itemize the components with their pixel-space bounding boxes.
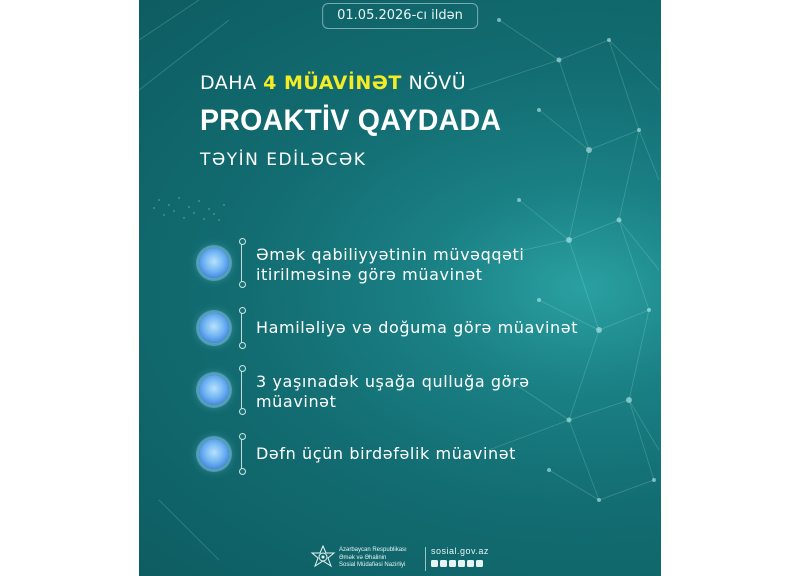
bullet-icon	[199, 313, 229, 343]
youtube-icon[interactable]	[467, 560, 474, 567]
instagram-icon[interactable]	[440, 560, 447, 567]
item-line1: Dəfn üçün birdəfəlik müavinət	[256, 444, 517, 463]
announcement-poster	[139, 0, 661, 576]
org-line3: Sosial Müdafiəsi Nazirliyi	[339, 562, 406, 568]
list-item	[199, 245, 525, 284]
headline-prefix: DAHA	[200, 72, 264, 94]
headline-subtitle: TƏYİN EDİLƏCƏK	[200, 150, 367, 170]
footer-divider	[425, 547, 426, 571]
bracket-line	[241, 242, 252, 284]
item-text	[256, 372, 530, 412]
bullet-icon	[199, 439, 229, 469]
bullet-icon	[199, 375, 229, 405]
bracket-line	[241, 369, 252, 411]
item-line1: Əmək qabiliyyətinin müvəqqəti	[256, 245, 525, 264]
telegram-icon[interactable]	[449, 560, 456, 567]
social-icons	[431, 560, 483, 567]
whatsapp-icon[interactable]	[458, 560, 465, 567]
item-text	[256, 318, 578, 338]
headline-main: PROAKTİV QAYDADA	[200, 104, 502, 137]
item-text	[256, 245, 524, 285]
date-badge: 01.05.2026-cı ildən	[322, 3, 478, 29]
item-text	[256, 444, 516, 464]
linkedin-icon[interactable]	[476, 560, 483, 567]
org-line2: Əmək və Əhalinin	[339, 554, 387, 561]
headline	[200, 72, 517, 170]
item-line2: itirilməsinə görə müavinət	[256, 265, 483, 284]
item-line1: Hamiləliyə və doğuma görə müavinət	[256, 318, 579, 337]
list-item	[199, 313, 579, 343]
list-item	[199, 372, 530, 411]
headline-highlight: 4 MÜAVİNƏT	[263, 72, 402, 94]
ministry-emblem-icon	[310, 545, 336, 571]
website-link[interactable]: sosial.gov.az	[431, 546, 489, 556]
footer	[139, 545, 661, 575]
facebook-icon[interactable]	[431, 560, 438, 567]
bracket-line	[241, 311, 252, 345]
headline-line1	[200, 72, 517, 94]
bullet-icon	[199, 248, 229, 278]
item-line2: müavinət	[256, 392, 337, 411]
bracket-line	[241, 437, 252, 471]
headline-suffix: NÖVÜ	[401, 72, 467, 94]
org-line1: Azərbaycan Respublikası	[339, 547, 407, 553]
item-line1: 3 yaşınadək uşağa qulluğa görə	[256, 372, 530, 391]
ministry-name	[339, 547, 407, 570]
list-item	[199, 439, 517, 469]
